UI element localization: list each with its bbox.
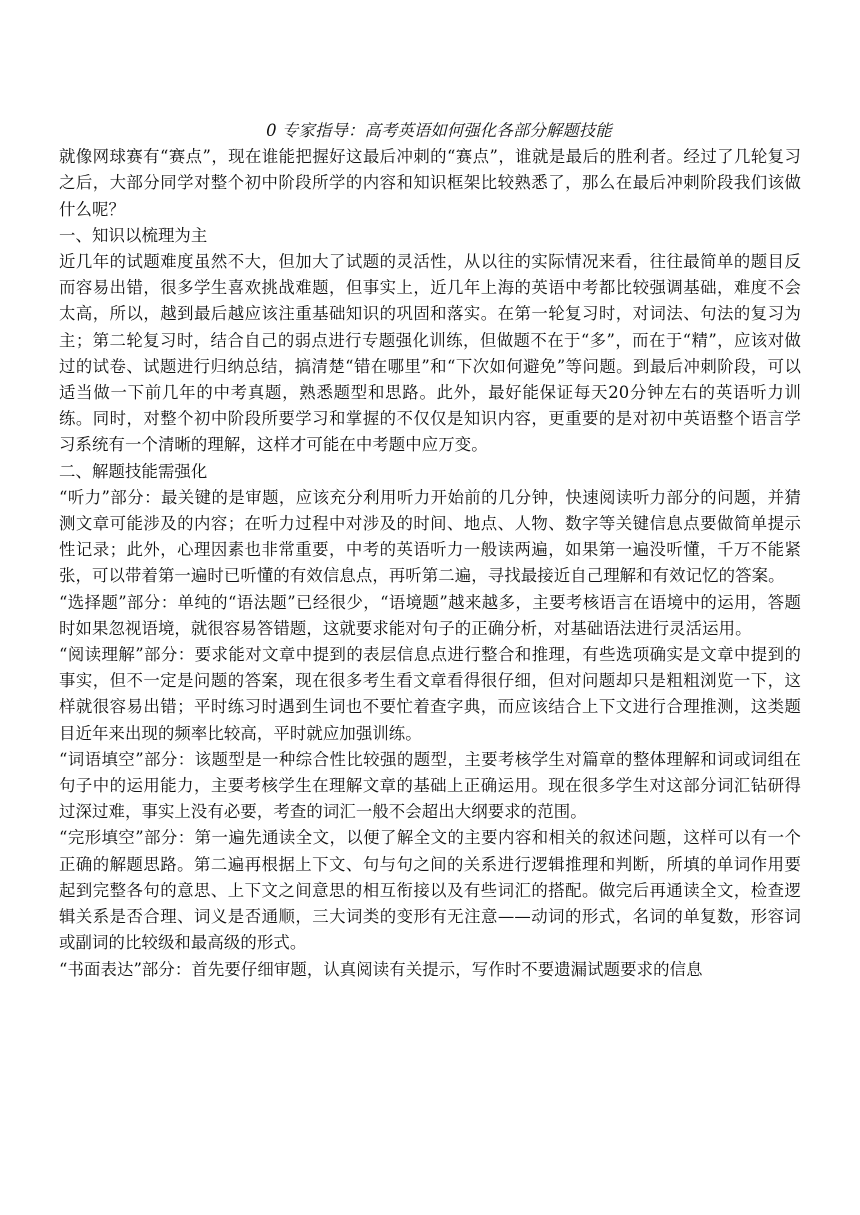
knowledge-paragraph: 近几年的试题难度虽然不大，但加大了试题的灵活性，从以往的实际情况来看，往往最简单的题目反而容易出错，很多学生喜欢挑战难题，但事实上，近几年上海的英语中考都比较强调基础，难度不会太高，所以，越到最后越应该注重基础知识的巩固和落实。在第一轮复习时，对词法、句法的复习为主；第二轮复习时，结合自己的弱点进行专题强化训练，但做题不在于“多”，而在于“精”，应该对做过的试卷、试题进行归纳总结，搞清楚“错在哪里”和“下次如何避免”等问题。到最后冲刺阶段，可以适当做一下前几年的中考真题，熟悉题型和思路。此外，最好能保证每天20分钟左右的英语听力训练。同时，对整个初中阶段所要学习和掌握的不仅仅是知识内容，更重要的是对初中英语整个语言学习系统有一个清晰的理解，这样才可能在中考题中应万变。 — [59, 252, 801, 455]
vocab-paragraph: “词语填空”部分：该题型是一种综合性比较强的题型，主要考核学生对篇章的整体理解和词或词组在句子中的运用能力，主要考核学生在理解文章的基础上正确运用。现在很多学生对这部分词汇钻研得过深过难，事实上没有必要，考查的词汇一般不会超出大纲要求的范围。 — [59, 749, 801, 822]
reading-paragraph: “阅读理解”部分：要求能对文章中提到的表层信息点进行整合和推理，有些选项确实是文章中提到的事实，但不一定是问题的答案，现在很多考生看文章看得很仔细，但对问题却只是粗粗浏览一下，这样就很容易出错；平时练习时遇到生词也不要忙着查字典，而应该结合上下文进行合理推测，这类题目近年来出现的频率比较高，平时就应加强训练。 — [59, 645, 801, 743]
cloze-paragraph: “完形填空”部分：第一遍先通读全文，以便了解全文的主要内容和相关的叙述问题，这样可以有一个正确的解题思路。第二遍再根据上下文、句与句之间的关系进行逻辑推理和判断，所填的单词作用要起到完整各句的意思、上下文之间意思的相互衔接以及有些词汇的搭配。做完后再通读全文，检查逻辑关系是否合理、词义是否通顺，三大词类的变形有无注意——动词的形式，名词的单复数，形容词或副词的比较级和最高级的形式。 — [59, 828, 801, 953]
writing-paragraph: “书面表达”部分：首先要仔细审题，认真阅读有关提示，写作时不要遗漏试题要求的信息 — [59, 959, 703, 979]
choice-paragraph: “选择题”部分：单纯的“语法题”已经很少，“语境题”越来越多，主要考核语言在语境中的运用，答题时如果忽视语境，就很容易答错题，这就要求能对句子的正确分析，对基础语法进行灵活运用。 — [59, 592, 801, 638]
intro-paragraph: 就像网球赛有“赛点”，现在谁能把握好这最后冲刺的“赛点”，谁就是最后的胜利者。经过了几轮复习之后，大部分同学对整个初中阶段所学的内容和知识框架比较熟悉了，那么在最后冲刺阶段我们该做什么呢？ — [59, 147, 801, 219]
document-title: 0 专家指导：高考英语如何强化各部分解题技能 — [266, 121, 612, 140]
section-heading-skills: 二、解题技能需强化 — [59, 461, 208, 481]
section-heading-knowledge: 一、知识以梳理为主 — [59, 225, 208, 245]
listening-paragraph: “听力”部分：最关键的是审题，应该充分利用听力开始前的几分钟，快速阅读听力部分的问题，并猜测文章可能涉及的内容；在听力过程中对涉及的时间、地点、人物、数字等关键信息点要做简单提示性记录；此外，心理因素也非常重要，中考的英语听力一般读两遍，如果第一遍没听懂，千万不能紧张，可以带着第一遍时已听懂的有效信息点，再听第二遍，寻找最接近自己理解和有效记忆的答案。 — [59, 487, 801, 586]
document-page — [59, 118, 801, 983]
